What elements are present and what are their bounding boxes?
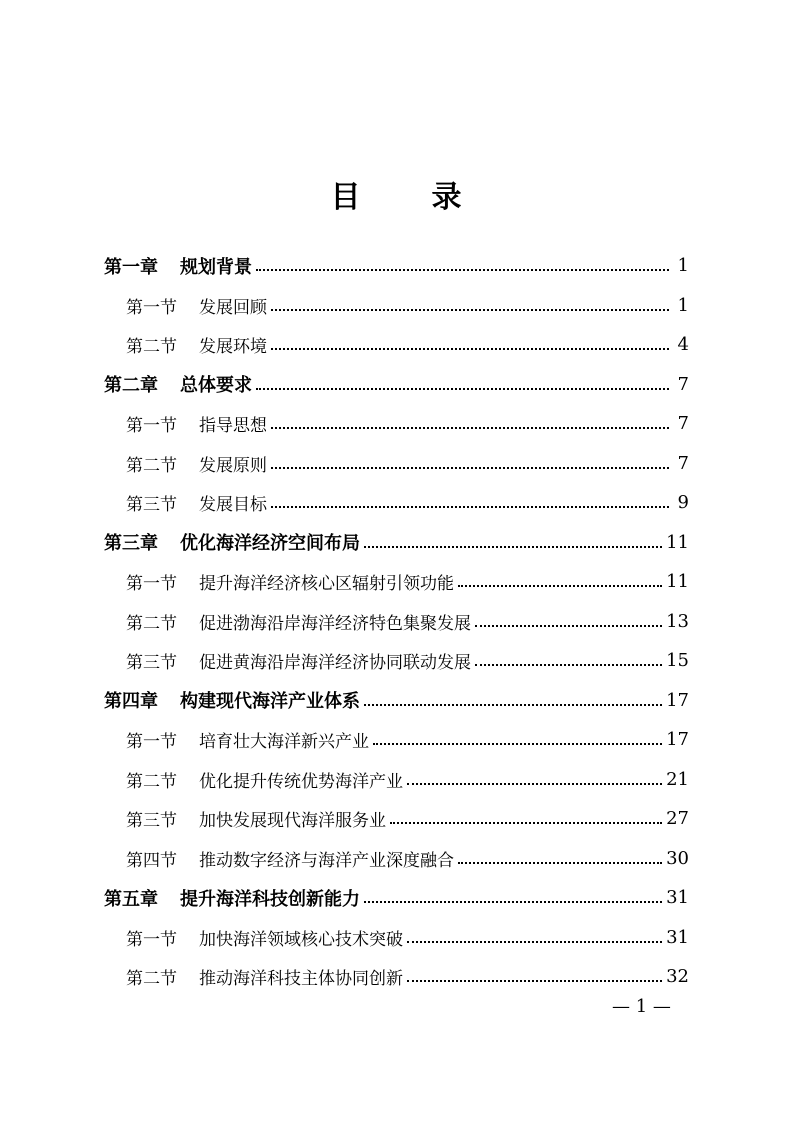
toc-section-row[interactable] bbox=[126, 483, 689, 523]
toc-entry-number: 第三节 bbox=[126, 495, 177, 516]
toc-page-number: 11 bbox=[666, 531, 689, 553]
toc-page-number: 27 bbox=[666, 808, 689, 830]
toc-leader-dots bbox=[256, 387, 669, 390]
toc-entry-label bbox=[126, 806, 386, 831]
toc-chapter-row[interactable] bbox=[104, 878, 689, 918]
toc-leader-dots bbox=[364, 545, 662, 548]
toc-entry-number: 第二节 bbox=[126, 969, 177, 990]
toc-page-number: 32 bbox=[666, 966, 689, 988]
toc-section-row[interactable] bbox=[126, 562, 689, 602]
toc-section-row[interactable] bbox=[126, 444, 689, 484]
toc-entry-label bbox=[126, 648, 471, 673]
toc-page-number: 17 bbox=[666, 689, 689, 711]
toc-leader-dots bbox=[271, 347, 669, 350]
toc-entry-number: 第二节 bbox=[126, 613, 177, 634]
toc-page-number: 7 bbox=[677, 452, 689, 474]
toc-entry-number: 第四章 bbox=[104, 691, 158, 713]
page-number-footer: — 1 — bbox=[612, 996, 671, 1017]
toc-entry-title: 推动数字经济与海洋产业深度融合 bbox=[199, 850, 454, 871]
toc-entry-title: 发展环境 bbox=[199, 337, 267, 358]
toc-entry-title: 加快发展现代海洋服务业 bbox=[199, 811, 386, 832]
toc-entry-label bbox=[126, 767, 403, 792]
title-char-1: 目 bbox=[330, 180, 362, 215]
toc-entry-number: 第二节 bbox=[126, 337, 177, 358]
toc-entry-title: 构建现代海洋产业体系 bbox=[180, 691, 360, 713]
toc-page-number: 31 bbox=[666, 926, 689, 948]
toc-section-row[interactable] bbox=[126, 957, 689, 997]
toc-leader-dots bbox=[271, 466, 669, 469]
toc-section-row[interactable] bbox=[126, 602, 689, 642]
toc-entry-number: 第四节 bbox=[126, 850, 177, 871]
toc-section-row[interactable] bbox=[126, 325, 689, 365]
toc-section-row[interactable] bbox=[126, 760, 689, 800]
toc-entry-number: 第二节 bbox=[126, 771, 177, 792]
toc-entry-number: 第一节 bbox=[126, 416, 177, 437]
toc-page-number: 1 bbox=[677, 294, 689, 316]
toc-leader-dots bbox=[271, 308, 669, 311]
toc-entry-title: 优化提升传统优势海洋产业 bbox=[199, 771, 403, 792]
toc-page-number: 30 bbox=[666, 847, 689, 869]
toc-entry-label bbox=[126, 569, 454, 594]
toc-entry-label bbox=[126, 451, 267, 476]
toc-entry-title: 促进黄海沿岸海洋经济协同联动发展 bbox=[199, 653, 471, 674]
toc-leader-dots bbox=[407, 782, 662, 785]
toc-section-row[interactable] bbox=[126, 918, 689, 958]
toc-section-row[interactable] bbox=[126, 839, 689, 879]
toc-page-number: 4 bbox=[677, 334, 689, 356]
toc-entry-title: 发展原则 bbox=[199, 455, 267, 476]
toc-page-number: 15 bbox=[666, 650, 689, 672]
toc-entry-number: 第一章 bbox=[104, 256, 158, 278]
toc-entry-title: 培育壮大海洋新兴产业 bbox=[199, 732, 369, 753]
toc-entry-title: 加快海洋领域核心技术突破 bbox=[199, 929, 403, 950]
toc-entry-title: 指导思想 bbox=[199, 416, 267, 437]
toc-page-number: 7 bbox=[677, 373, 689, 395]
toc-page-number: 11 bbox=[666, 571, 689, 593]
toc-entry-label bbox=[104, 253, 252, 279]
toc-chapter-row[interactable] bbox=[104, 523, 689, 563]
toc-leader-dots bbox=[458, 861, 662, 864]
toc-entry-title: 优化海洋经济空间布局 bbox=[180, 533, 360, 555]
toc-entry-number: 第二章 bbox=[104, 375, 158, 397]
toc-entry-label bbox=[126, 925, 403, 950]
toc-entry-title: 规划背景 bbox=[180, 256, 252, 278]
toc-entry-title: 发展回顾 bbox=[199, 297, 267, 318]
toc-leader-dots bbox=[364, 703, 662, 706]
toc-page-number: 17 bbox=[666, 729, 689, 751]
toc-page-number: 1 bbox=[677, 255, 689, 277]
toc-leader-dots bbox=[475, 624, 662, 627]
toc-chapter-row[interactable] bbox=[104, 365, 689, 405]
toc-entry-label bbox=[126, 332, 267, 357]
toc-page-number: 21 bbox=[666, 768, 689, 790]
toc-page-number: 9 bbox=[677, 492, 689, 514]
toc-leader-dots bbox=[407, 979, 662, 982]
toc-section-row[interactable] bbox=[126, 641, 689, 681]
title-char-2: 录 bbox=[431, 180, 463, 215]
toc-page-number: 31 bbox=[666, 887, 689, 909]
toc-leader-dots bbox=[407, 940, 662, 943]
toc-entry-title: 提升海洋经济核心区辐射引领功能 bbox=[199, 574, 454, 595]
toc-entry-title: 推动海洋科技主体协同创新 bbox=[199, 969, 403, 990]
toc-entry-label bbox=[104, 885, 360, 911]
toc-entry-number: 第三节 bbox=[126, 653, 177, 674]
page-title bbox=[0, 172, 793, 216]
toc-entry-number: 第三章 bbox=[104, 533, 158, 555]
toc-page-number: 7 bbox=[677, 413, 689, 435]
toc-leader-dots bbox=[256, 268, 669, 271]
toc-section-row[interactable] bbox=[126, 720, 689, 760]
toc-page-number: 13 bbox=[666, 610, 689, 632]
toc-entry-label bbox=[126, 727, 369, 752]
toc-chapter-row[interactable] bbox=[104, 246, 689, 286]
toc-entry-title: 发展目标 bbox=[199, 495, 267, 516]
toc-entry-label bbox=[104, 687, 360, 713]
toc-entry-label bbox=[126, 490, 267, 515]
toc-chapter-row[interactable] bbox=[104, 681, 689, 721]
toc-entry-label bbox=[104, 371, 252, 397]
toc-entry-number: 第二节 bbox=[126, 455, 177, 476]
toc-leader-dots bbox=[475, 663, 662, 666]
toc-leader-dots bbox=[271, 505, 669, 508]
toc-leader-dots bbox=[390, 821, 662, 824]
toc-section-row[interactable] bbox=[126, 799, 689, 839]
toc-entry-number: 第三节 bbox=[126, 811, 177, 832]
toc-entry-label bbox=[126, 411, 267, 436]
toc-entry-title: 总体要求 bbox=[180, 375, 252, 397]
toc-entry-title: 促进渤海沿岸海洋经济特色集聚发展 bbox=[199, 613, 471, 634]
toc-section-row[interactable] bbox=[126, 404, 689, 444]
toc-entry-label bbox=[126, 846, 454, 871]
toc-entry-number: 第一节 bbox=[126, 929, 177, 950]
toc-leader-dots bbox=[364, 900, 662, 903]
toc-entry-number: 第五章 bbox=[104, 888, 158, 910]
toc-entry-label bbox=[126, 609, 471, 634]
toc-entry-label bbox=[126, 964, 403, 989]
toc-entry-label bbox=[126, 293, 267, 318]
toc-entry-number: 第一节 bbox=[126, 732, 177, 753]
toc-section-row[interactable] bbox=[126, 286, 689, 326]
toc-entry-label bbox=[104, 529, 360, 555]
toc-leader-dots bbox=[271, 426, 669, 429]
toc-entry-number: 第一节 bbox=[126, 574, 177, 595]
toc-entry-number: 第一节 bbox=[126, 297, 177, 318]
toc-leader-dots bbox=[373, 742, 662, 745]
toc-leader-dots bbox=[458, 584, 662, 587]
toc-entry-title: 提升海洋科技创新能力 bbox=[180, 888, 360, 910]
